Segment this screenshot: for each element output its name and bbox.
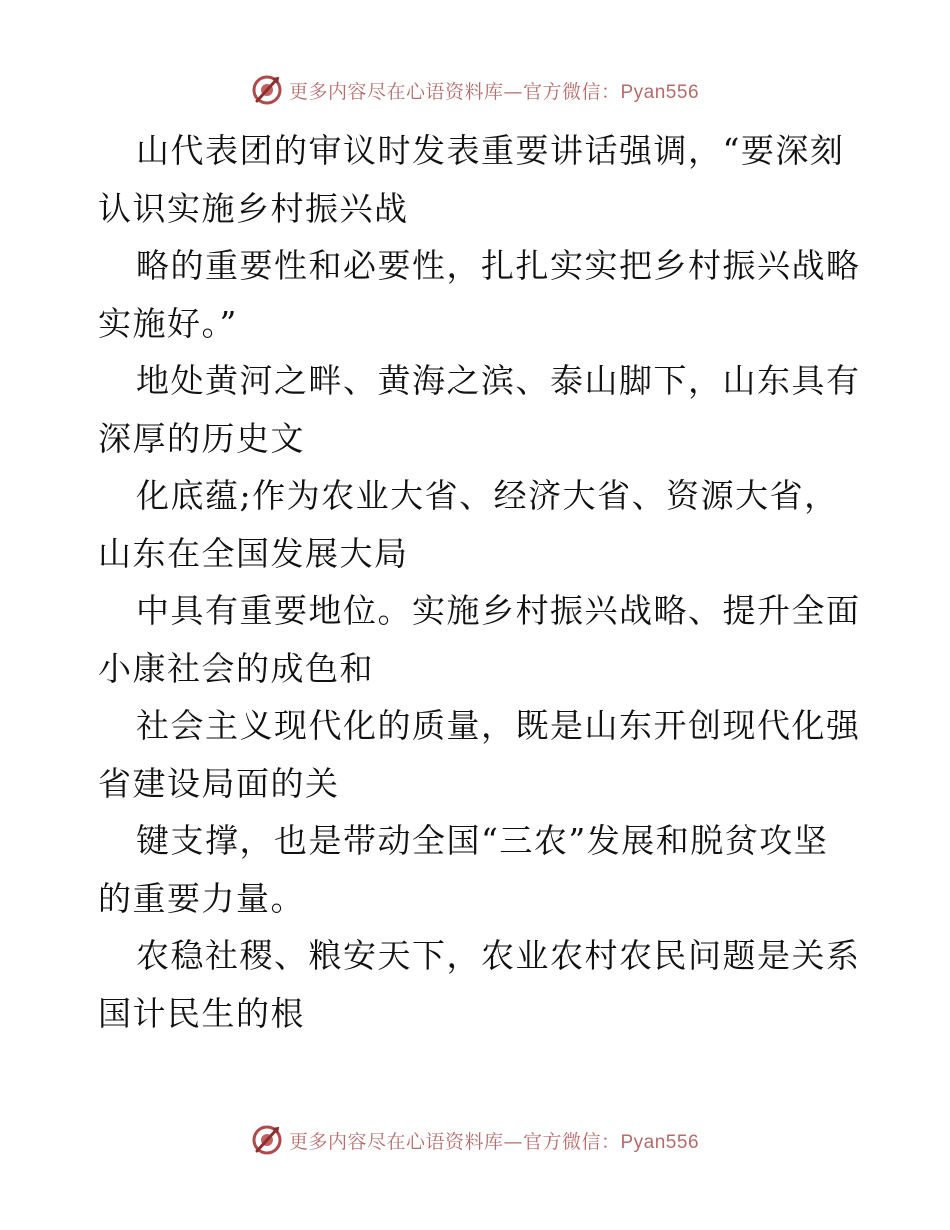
watermark-handle: Pyan556 xyxy=(620,1131,700,1153)
text-line: 深厚的历史文 xyxy=(98,418,305,458)
logo-icon xyxy=(251,1124,283,1156)
text-line: 实施好。” xyxy=(98,303,238,343)
text-line: 认识实施乡村振兴战 xyxy=(98,188,409,228)
watermark-text: 更多内容尽在心语资料库—官方微信： xyxy=(288,80,621,103)
watermark-text: 更多内容尽在心语资料库—官方微信： xyxy=(288,1130,621,1153)
text-line: 中具有重要地位。实施乡村振兴战略、提升全面 xyxy=(136,591,861,630)
footer-watermark xyxy=(0,1122,950,1158)
text-line: 小康社会的成色和 xyxy=(98,648,374,688)
header-watermark xyxy=(0,72,950,108)
text-line: 社会主义现代化的质量，既是山东开创现代化强 xyxy=(136,706,861,745)
text-line: 地处黄河之畔、黄海之滨、泰山脚下，山东具有 xyxy=(136,361,861,400)
text-line: 山代表团的审议时发表重要讲话强调，“要深刻 xyxy=(136,131,845,170)
logo-icon xyxy=(251,74,283,106)
text-line: 略的重要性和必要性，扎扎实实把乡村振兴战略 xyxy=(136,246,861,285)
text-line: 键支撑，也是带动全国“三农”发展和脱贫攻坚 xyxy=(136,821,829,860)
text-line: 的重要力量。 xyxy=(98,878,305,918)
document-body xyxy=(98,122,861,1042)
text-line: 化底蕴;作为农业大省、经济大省、资源大省， xyxy=(136,476,839,515)
text-line: 省建设局面的关 xyxy=(98,763,340,803)
watermark-handle: Pyan556 xyxy=(620,81,700,103)
text-line: 国计民生的根 xyxy=(98,993,305,1033)
text-line: 农稳社稷、粮安天下，农业农村农民问题是关系 xyxy=(136,936,861,975)
text-line: 山东在全国发展大局 xyxy=(98,533,409,573)
